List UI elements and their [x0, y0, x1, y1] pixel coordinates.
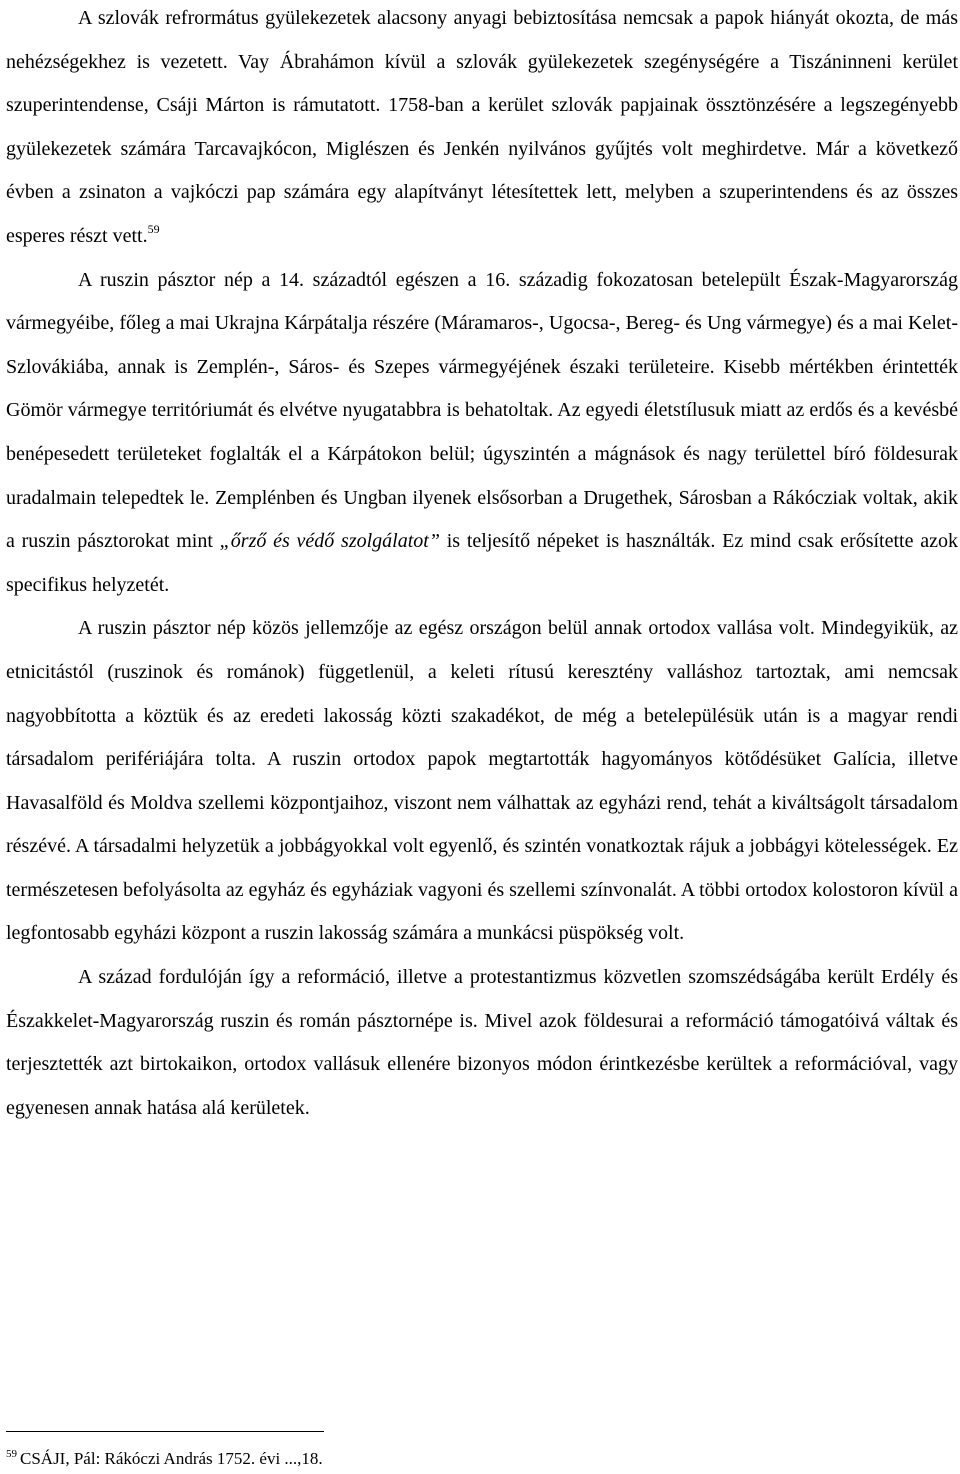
paragraph-1-text: A szlovák refrormátus gyülekezetek alacsony anyagi bebiztosítása nemcsak a papok hiányát okozta, de más nehézségekhez is vezetett. Vay Ábrahámon kívül a szlovák gyülekezetek szegénységére a Tiszáninneni kerület szuperintendense, Csáji Márton is rámutatott. 1758-ban a kerület szlovák papjainak össztönzésére a legszegényebb gyülekezetek számára Tarcavajkócon, Miglészen és Jenkén nyilvános gyűjtés volt meghirdetve. Már a következő évben a zsinaton a vajkóczi pap számára egy alapítványt létesítettek lett, melyben a szuperintendens és az összes esperes részt vett. [6, 7, 958, 247]
footnote-number: 59 [6, 1448, 17, 1460]
paragraph-2-text-start: A ruszin pásztor nép a 14. századtól egészen a 16. századig fokozatosan betelepült Észak-Magyarország vármegyéibe, főleg a mai Ukrajna Kárpátalja részére (Máramaros-, Ugocsa-, Bereg- és Ung vármegye) és a mai Kelet-Szlovákiába, annak is Zemplén-, Sáros- és Szepes vármegyéjének északi területeire. Kisebb mértékben érintették Gömör vármegye territóriumát és elvétve nyugatabbra is behatoltak. Az egyedi életstílusuk miatt az erdős és a kevésbé benépesedett területeket foglalták el a Kárpátokon belül; úgyszintén a mágnások és nagy területtel bíró földesurak uradalmain telepedtek le. Zemplénben és Ungban ilyenek elsősorban a Drugethek, Sárosban a Rákócziak voltak, akik a ruszin pásztorokat mint [6, 268, 958, 553]
paragraph-4 [6, 956, 958, 1130]
paragraph-1 [6, 0, 958, 259]
footnote-divider [6, 1431, 324, 1432]
paragraph-2-text-end: is teljesítő népeket is használták. Ez mind csak erősítette azok specifikus helyzetét. [6, 530, 958, 596]
footnote-reference: 59 [147, 221, 160, 236]
paragraph-2-emphasis: „őrző és védő szolgálatot” [219, 530, 440, 553]
paragraph-2 [6, 259, 958, 608]
footnote [6, 1447, 323, 1471]
paragraph-3-text: A ruszin pásztor nép közös jellemzője az egész országon belül annak ortodox vallása volt. Mindegyikük, az etnicitástól (ruszinok és románok) függetlenül, a keleti rítusú keresztény valláshoz tartoztak, ami nemcsak nagyobbította a köztük és az eredeti lakosság közti szakadékot, de még a betelepülésük után is a magyar rendi társadalom perifériájára tolta. A ruszin ortodox papok megtartották hagyományos kötődésüket Galícia, illetve Havasalföld és Moldva szellemi központjaihoz, viszont nem válhattak az egyházi rend, tehát a kiváltságolt társadalom részévé. A társadalmi helyzetük a jobbágyokkal volt egyenlő, és szintén vonatkoztak rájuk a jobbágyi kötelességek. Ez természetesen befolyásolta az egyház és egyháziak vagyoni és szellemi színvonalát. A többi ortodox kolostoron kívül a legfontosabb egyházi központ a ruszin lakosság számára a munkácsi püspökség volt. [6, 617, 958, 945]
footnote-text: CSÁJI, Pál: Rákóczi András 1752. évi ...,18. [20, 1449, 323, 1468]
paragraph-3 [6, 607, 958, 956]
paragraph-4-text: A század fordulóján így a reformáció, illetve a protestantizmus közvetlen szomszédságába került Erdély és Északkelet-Magyarország ruszin és román pásztornépe is. Mivel azok földesurai a reformáció támogatóivá váltak és terjesztették azt birtokaikon, ortodox vallásuk ellenére bizonyos módon érintkezésbe kerültek a reformációval, vagy egyenesen annak hatása alá kerületek. [6, 966, 958, 1119]
body-text [6, 0, 958, 1130]
